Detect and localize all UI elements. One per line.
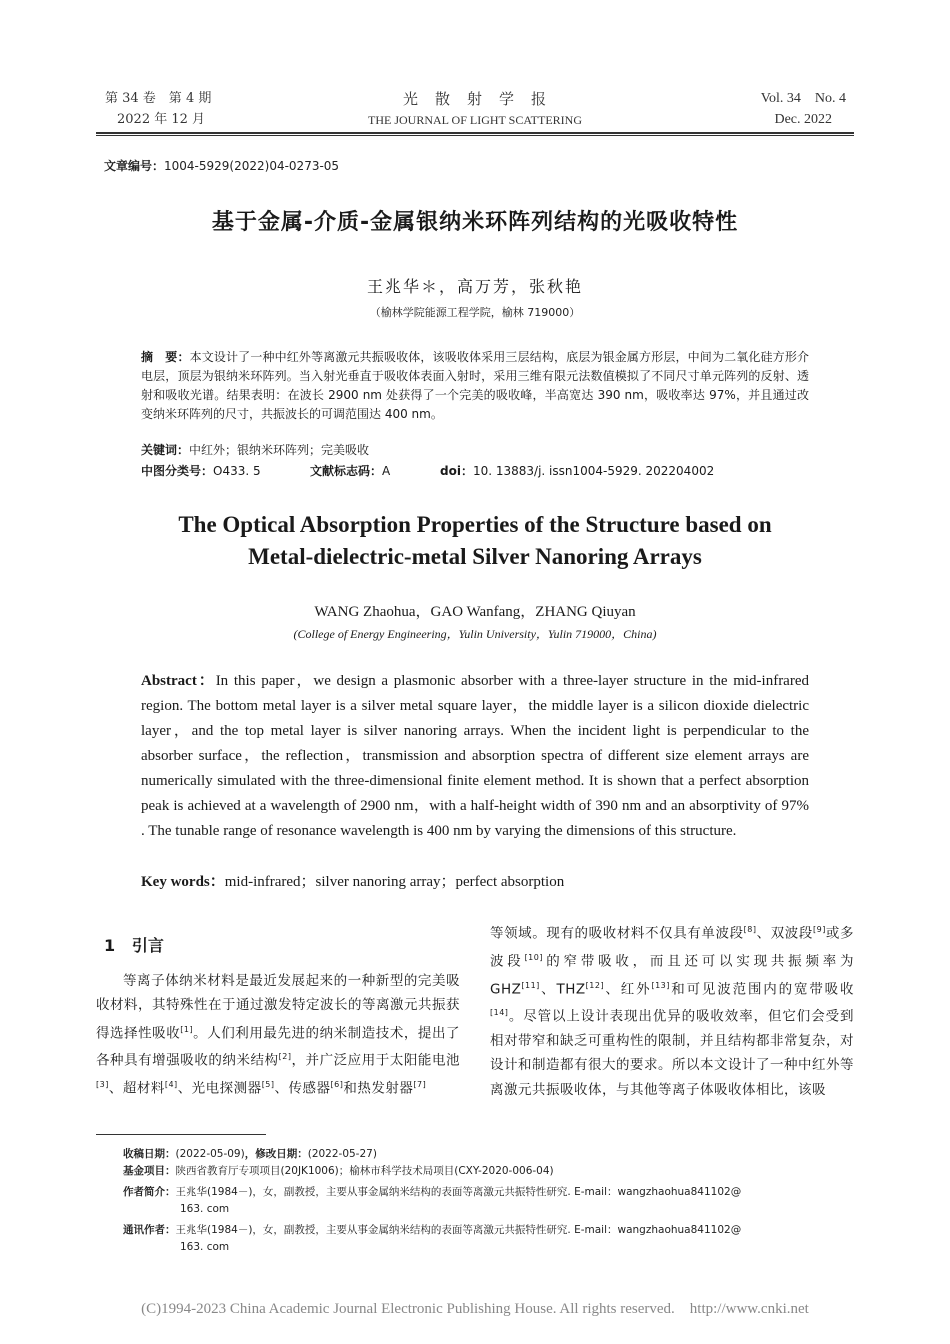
copyright-notice: (C)1994-2023 China Academic Journal Electronic Publishing House. All rights reserved. http://www.cnki.net — [141, 1301, 809, 1317]
corresponding-value: 王兆华(1984－)，女，副教授，主要从事金属纳米结构的表面等离激元共振特性研究. E-mail：wangzhaohua841102@ — [175, 1224, 742, 1236]
body-text: 、超材料 — [108, 1080, 165, 1097]
body-text: 或多波段 — [490, 925, 855, 970]
fund-value: 陕西省教育厅专项项目(20JK1006)；榆林市科学技术局项目(CXY-2020-006-04) — [175, 1165, 554, 1177]
abstract-en-label: Abstract： — [141, 673, 216, 689]
authors-en: WANG Zhaohua，GAO Wanfang，ZHANG Qiuyan — [314, 604, 636, 620]
abstract-en — [141, 669, 809, 844]
article-number — [104, 158, 339, 175]
doi — [440, 462, 714, 481]
title-en-line1: The Optical Absorption Properties of the Structure based on — [178, 512, 772, 537]
footnote-corresponding — [123, 1222, 741, 1239]
body-text: 等领域。现有的吸收材料不仅具有单波段 — [490, 925, 744, 942]
body-text: 。人们利用最先进的纳米制造技术，提出了各种具有增强吸收的纳米结构 — [96, 1025, 461, 1069]
revised-date: (2022-05-27) — [307, 1148, 377, 1160]
section-1-title: 引言 — [131, 936, 164, 955]
reference-4[interactable]: [4] — [164, 1080, 178, 1090]
author-label: 作者简介： — [123, 1186, 176, 1198]
footnote-author — [123, 1184, 741, 1201]
reference-9[interactable]: [9] — [812, 925, 826, 934]
body-right-column — [490, 918, 854, 1102]
title-en-line2: Metal-dielectric-metal Silver Nanoring Arrays — [248, 544, 702, 569]
volume-issue-en: Vol. 34 No. 4 — [760, 91, 846, 106]
body-text: 、双波段 — [756, 925, 813, 942]
affiliation-en: (College of Energy Engineering，Yulin University，Yulin 719000，China) — [293, 627, 657, 641]
header-rule-thin — [96, 135, 854, 136]
title-cn: 基于金属-介质-金属银纳米环阵列结构的光吸收特性 — [211, 210, 739, 235]
authors-cn: 王兆华＊，高万芳，张秋艳 — [366, 277, 583, 296]
document-code-label: 文献标志码： — [310, 464, 383, 478]
footnote-dates — [123, 1146, 377, 1163]
reference-1[interactable]: [1] — [180, 1024, 194, 1034]
article-number-value: 1004-5929(2022)04-0273-05 — [164, 159, 340, 173]
reference-5[interactable]: [5] — [261, 1080, 275, 1090]
date-en: Dec. 2022 — [774, 112, 832, 127]
keywords-en-text: mid-infrared；silver nanoring array；perfect absorption — [224, 874, 565, 890]
volume-issue-cn: 第 34 卷 第 4 期 — [105, 91, 212, 106]
body-text: 的窄带吸收，而且还可以实现共振频率为 GHZ — [490, 953, 855, 998]
footnote-corresponding-cont: 163. com — [180, 1241, 230, 1253]
reference-8[interactable]: [8] — [743, 925, 757, 934]
reference-2[interactable]: [2] — [278, 1052, 292, 1062]
clc-number — [141, 462, 261, 481]
reference-12[interactable]: [12] — [585, 980, 605, 990]
received-date: (2022-05-09) — [175, 1148, 245, 1160]
body-text: 、红外 — [604, 981, 652, 998]
body-text: 、光电探测器 — [177, 1080, 262, 1097]
document-code — [310, 462, 390, 481]
body-text: ，并广泛应用于太阳能电池 — [291, 1052, 461, 1069]
reference-14[interactable]: [14] — [490, 1008, 509, 1018]
body-text: 。尽管以上设计表现出优异的吸收效率，但它们会受到相对带窄和缺乏可重构性的限制，并且结构都非常复杂，对设计和制造都有很大的要求。所以本文设计了一种中红外等离激元共振吸收体，与其他等离子体吸收体相比，该吸 — [490, 1008, 854, 1098]
footnote-rule — [96, 1134, 266, 1135]
keywords-cn — [141, 441, 809, 460]
keywords-cn-label: 关键词： — [141, 443, 190, 457]
footnote-author-cont: 163. com — [180, 1203, 230, 1215]
abstract-cn-label: 摘 要： — [141, 350, 190, 364]
reference-6[interactable]: [6] — [330, 1080, 344, 1090]
author-value: 王兆华(1984－)，女，副教授，主要从事金属纳米结构的表面等离激元共振特性研究. E-mail：wangzhaohua841102@ — [175, 1186, 742, 1198]
received-label: 收稿日期： — [123, 1148, 176, 1160]
abstract-cn-text: 本文设计了一种中红外等离激元共振吸收体，该吸收体采用三层结构，底层为银金属方形层，中间为二氧化硅方形介电层，顶层为银纳米环阵列。当入射光垂直于吸收体表面入射时，采用三维有限元法数值模拟了不同尺寸单元阵列的反射、透射和吸收光谱。结果表明：在波长 2900 nm 处获得了一个完美的吸收峰，半高宽达 390 nm，吸收率达 97%，并且通过改变纳米环阵列的尺寸，共振波长的可调范围达 400 nm。 — [141, 350, 809, 421]
doi-label: doi： — [440, 464, 473, 478]
section-1-heading — [104, 933, 164, 956]
affiliation-cn: （榆林学院能源工程学院，榆林 719000） — [369, 306, 581, 319]
abstract-en-text: In this paper，we design a plasmonic absorber with a three-layer structure in the mid-infrared region. The bottom metal layer is a silver metal square layer，the middle layer is a silicon dioxide dielectric layer，and the top metal layer is silver nanoring arrays. When the incident light is perpendicular to the absorber surface，the reflection，transmission and absorption spectra of different size element arrays are numerically simulated with the three-dimensional finite element method. It is shown that a perfect absorption peak is achieved at a wavelength of 2900 nm，with a half-height width of 390 nm and an absorptivity of 97% . The tunable range of resonance wavelength is 400 nm by varying the dimensions of this structure. — [141, 673, 809, 839]
body-text: 、THZ — [539, 981, 586, 998]
header-rule — [96, 132, 854, 134]
reference-7[interactable]: [7] — [413, 1080, 427, 1090]
section-1-number: 1 — [104, 936, 116, 955]
revised-label: ，修改日期： — [244, 1148, 308, 1160]
journal-title-cn: 光 散 射 学 报 — [402, 90, 547, 108]
keywords-en — [141, 870, 809, 895]
body-text: 等离子体纳米材料是最近发展起来的一种新型的完美吸收材料，其特殊性在于通过激发特定波长的等离激元共振获得选择性吸收 — [96, 973, 460, 1042]
body-text: 、传感器 — [274, 1080, 331, 1097]
article-number-label: 文章编号： — [104, 159, 165, 173]
reference-3[interactable]: [3] — [96, 1080, 109, 1090]
clc-label: 中图分类号： — [141, 464, 214, 478]
corresponding-label: 通讯作者： — [123, 1224, 176, 1236]
keywords-en-label: Key words： — [141, 874, 225, 890]
date-cn: 2022 年 12 月 — [117, 112, 206, 127]
reference-11[interactable]: [11] — [521, 980, 540, 990]
abstract-cn — [141, 348, 809, 424]
fund-label: 基金项目： — [123, 1165, 176, 1177]
footnote-fund — [123, 1163, 554, 1180]
keywords-cn-text: 中红外；银纳米环阵列；完美吸收 — [189, 443, 370, 457]
reference-13[interactable]: [13] — [651, 980, 670, 990]
clc-value: O433. 5 — [213, 464, 261, 478]
body-text: 和热发射器 — [343, 1080, 414, 1097]
doi-value: 10. 13883/j. issn1004-5929. 202204002 — [472, 464, 715, 478]
document-code-value: A — [382, 464, 391, 478]
journal-title-en: THE JOURNAL OF LIGHT SCATTERING — [368, 113, 582, 127]
reference-10[interactable]: [10] — [524, 952, 543, 962]
body-text: 和可见波范围内的宽带吸收 — [669, 981, 855, 998]
body-left-column — [96, 969, 460, 1101]
